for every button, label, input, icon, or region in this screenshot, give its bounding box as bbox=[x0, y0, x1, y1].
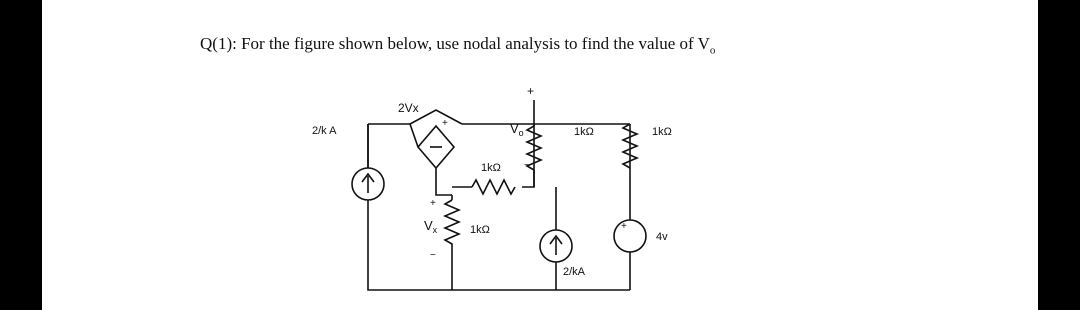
dependent-voltage-source bbox=[418, 126, 454, 168]
question-subscript: o bbox=[709, 44, 716, 57]
voltage-source-right bbox=[614, 220, 646, 252]
label-vsrc-plus: + bbox=[621, 221, 627, 232]
label-voltage-source-right: 4v bbox=[656, 231, 668, 243]
label-current-source-left: 2/k A bbox=[312, 125, 337, 137]
label-resistor-right: 1kΩ bbox=[652, 126, 672, 138]
question-prefix: Q(1): For the figure shown below, use nodal analysis to find the value of V bbox=[200, 34, 710, 53]
wire-dep-down bbox=[436, 168, 452, 195]
current-source-left bbox=[352, 168, 384, 200]
label-vx-minus: − bbox=[430, 250, 436, 261]
label-vx: $V_x$ bbox=[424, 218, 438, 235]
label-resistor-vo: 1kΩ bbox=[574, 126, 594, 138]
label-resistor-horizontal: 1kΩ bbox=[481, 162, 501, 174]
resistor-vx bbox=[445, 200, 459, 250]
label-vo: $V_o$ bbox=[510, 121, 524, 138]
wire-left-bottom bbox=[368, 124, 630, 290]
label-vx-plus: + bbox=[430, 198, 436, 209]
label-current-source-mid: 2/kA bbox=[563, 266, 586, 278]
label-dep-plus: + bbox=[442, 118, 448, 129]
label-resistor-vx: 1kΩ bbox=[470, 224, 490, 236]
label-dependent-source: 2Vx bbox=[398, 101, 419, 115]
label-vo-minus: − bbox=[524, 160, 530, 171]
current-source-mid bbox=[540, 230, 572, 262]
resistor-horizontal bbox=[472, 180, 515, 194]
label-vo-plus: + bbox=[527, 84, 535, 98]
